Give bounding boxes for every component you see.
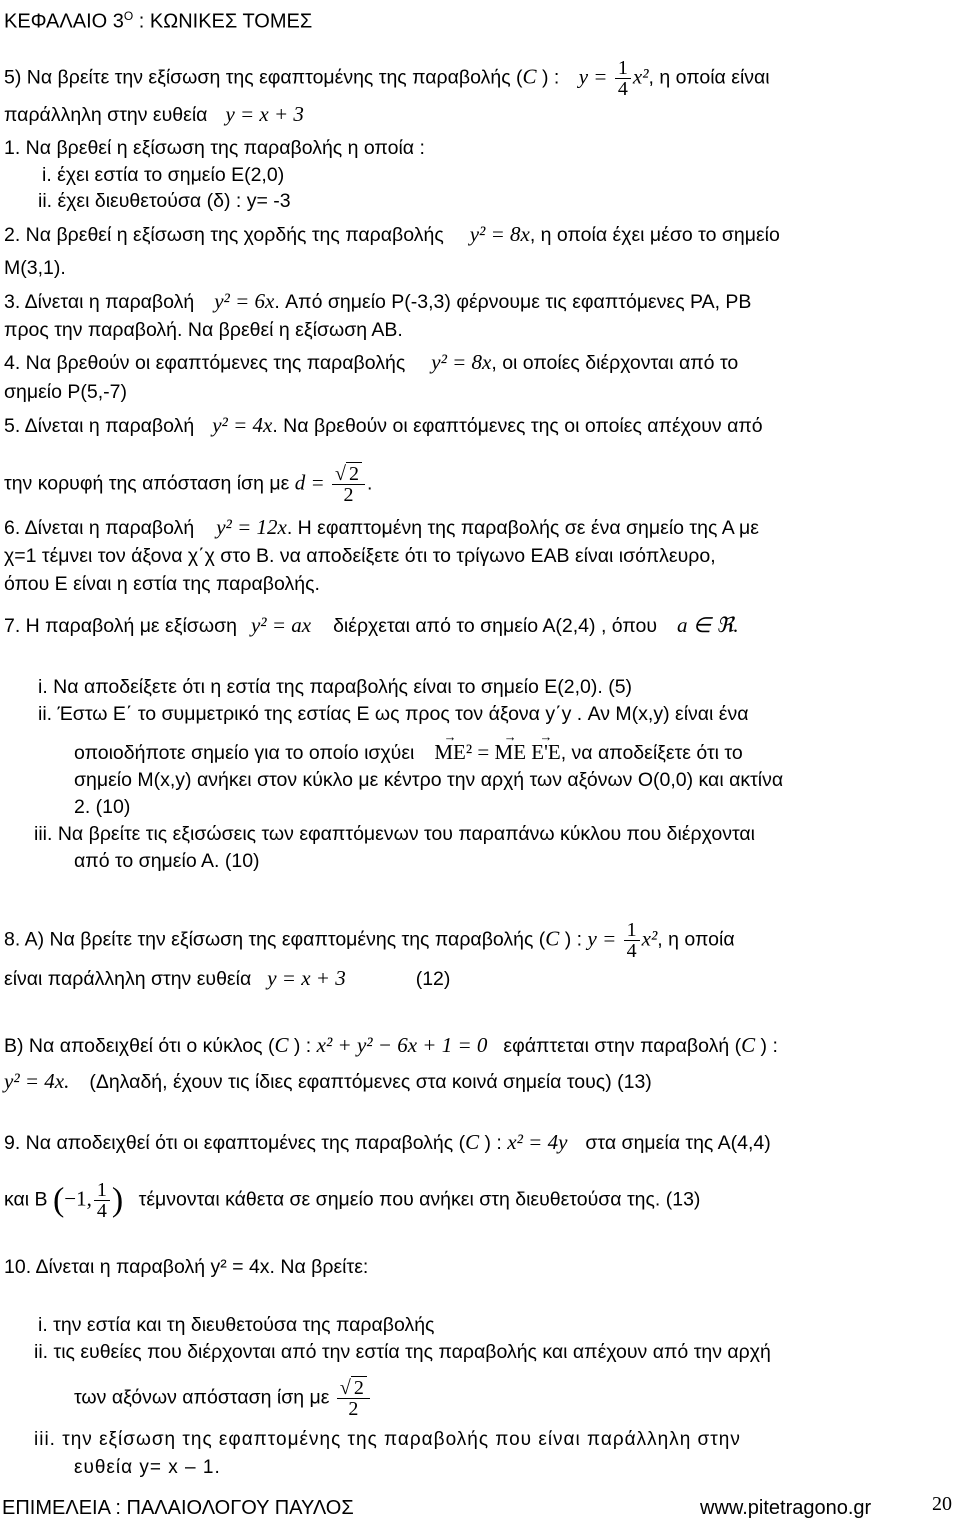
q8-text-c: , η οποία (657, 928, 735, 951)
q3-line2: προς την παραβολή. Να βρεθεί η εξίσωση ΑΒ. (4, 319, 403, 341)
q8-b-text-e: εφάπτεται στην παραβολή ( (503, 1035, 742, 1057)
q2-text-b: , η οποία έχει μέσο το σημείο (529, 224, 780, 246)
q7-item-ii-l1: ii. Έστω Ε΄ το συμμετρικό της εστίας Ε ως προς τον άξονα y΄y . Αν Μ(x,y) είναι ένα (38, 703, 749, 725)
q9-frac-num: 1 (94, 1180, 110, 1201)
q6-text-b: . Η εφαπτομένη της παραβολής σε ένα σημείο της Α με (286, 517, 759, 539)
q7-eq-mid: ² = (465, 740, 495, 764)
q9-line2 (4, 1180, 700, 1221)
q7-ii-text-b: , να αποδείξετε ότι το (560, 742, 743, 764)
q3-eq: y² = 6x (214, 289, 275, 313)
q9-paren-close: ) (111, 1181, 124, 1219)
q10-ii-text: των αξόνων απόσταση ίση με (74, 1386, 330, 1409)
footer-author: ΕΠΙΜΕΛΕΙΑ : ΠΑΛΑΙΟΛΟΓΟΥ ΠΑΥΛΟΣ (2, 1497, 354, 1519)
q7-line1 (4, 613, 739, 638)
p5-line2 (4, 102, 304, 127)
q10-item-iii-l1: iii. την εξίσωση της εφαπτομένης της παραβολής που είναι παράλληλη στην (34, 1429, 741, 1450)
p5-curve: C (522, 64, 537, 89)
q7-vec-ee: → E'E (531, 740, 560, 764)
q8-line1 (4, 920, 735, 961)
q8-frac-num: 1 (624, 920, 640, 941)
q6-eq: y² = 12x (216, 515, 287, 539)
q4-text: 4. Να βρεθούν οι εφαπτόμενες της παραβολής (4, 352, 406, 374)
q3-text-b: . Από σημείο Ρ(-3,3) φέρνουμε τις εφαπτόμενες ΡΑ, ΡΒ (274, 291, 752, 313)
q9-eq: x² = 4y (507, 1130, 568, 1154)
q7-item-i: i. Να αποδείξετε ότι η εστία της παραβολής είναι το σημείο Ε(2,0). (5) (38, 676, 633, 698)
q10-sqrt: √ 2 (337, 1378, 370, 1399)
p5-frac-num: 1 (615, 58, 631, 79)
q9-curve: C (465, 1130, 480, 1154)
q7-ii-text: οποιοδήποτε σημείο για το οποίο ισχύει (74, 742, 415, 764)
page-footer (2, 1492, 960, 1522)
q7-vec-me: → ME (434, 740, 466, 764)
q8-b-curve: C (274, 1033, 289, 1057)
q7-item-ii-l2 (74, 740, 743, 765)
q7-text-b: διέρχεται από το σημείο Α(2,4) , όπου (333, 615, 658, 637)
q3-text: 3. Δίνεται η παραβολή (4, 291, 195, 313)
q10-item-ii-l2 (74, 1378, 372, 1419)
q9-text-c: στα σημεία της Α(4,4) (585, 1132, 771, 1154)
p5-eq-y: y = (578, 64, 608, 89)
q8-b-eq2: y² = 4x. (4, 1069, 70, 1093)
q10-den: 2 (348, 1398, 359, 1420)
q6-text: 6. Δίνεται η παραβολή (4, 517, 195, 539)
q5-line1 (4, 413, 763, 438)
q8-b-eq: x² + y² − 6x + 1 = 0 (316, 1033, 488, 1057)
q9-line1 (4, 1130, 771, 1155)
q1-item-i: i. έχει εστία το σημείο Ε(2,0) (42, 164, 285, 186)
p5-text: 5) Να βρείτε την εξίσωση της εφαπτομένης της παραβολής ( (4, 66, 523, 89)
q5-sqrt-fraction (332, 464, 365, 505)
p5-fraction (615, 58, 631, 99)
q10-sqrt-fraction (337, 1378, 370, 1419)
p5-text-b: ) : (541, 66, 560, 89)
q8-b-text-g: ) : (760, 1035, 778, 1057)
q8-line2-text: είναι παράλληλη στην ευθεία (4, 968, 252, 990)
q7-text: 7. Η παραβολή με εξίσωση (4, 615, 237, 637)
q8-b-line1 (4, 1033, 778, 1058)
q10-rad: 2 (351, 1376, 367, 1399)
q6-line3: όπου Ε είναι η εστία της παραβολής. (4, 573, 320, 595)
q8-text: 8. Α) Να βρείτε την εξίσωση της εφαπτομένης της παραβολής ( (4, 928, 546, 951)
q7-vec-me2: → ME (495, 740, 527, 764)
q3-line1 (4, 289, 751, 314)
q8-b-text-d: ) : (293, 1035, 312, 1057)
q7-text-c: a ∈ ℜ. (677, 613, 739, 637)
q10-item-i: i. την εστία και τη διευθετούσα της παραβολής (38, 1314, 435, 1336)
q9-fraction (94, 1180, 110, 1221)
q6-line1 (4, 515, 759, 540)
q8-b-text: Β) Να αποδειχθεί ότι ο κύκλος ( (4, 1035, 275, 1057)
q8-b-text2: (Δηλαδή, έχουν τις ίδιες εφαπτόμενες στα κοινά σημεία τους) (13) (89, 1071, 652, 1093)
q5-eq: y² = 4x (212, 413, 273, 437)
q5-line2: την κορυφή της απόσταση ίση με d = $\frac{√ 2}{2}$ . (4, 463, 373, 506)
p5-frac-den: 4 (617, 78, 628, 100)
q4-eq: y² = 8x (431, 350, 492, 374)
q4-line1 (4, 350, 738, 375)
q5-text: 5. Δίνεται η παραβολή (4, 415, 195, 437)
q6-line2: χ=1 τέμνει τον άξονα χ΄χ στο Β. να αποδείξετε ότι το τρίγωνο ΕΑΒ είναι ισόπλευρο, (4, 545, 716, 567)
q5-text2: την κορυφή της απόσταση ίση με (4, 472, 290, 495)
q9-text-b: ) : (484, 1132, 502, 1154)
q8-eq-y: y = (587, 926, 617, 951)
q5-text-b: . Να βρεθούν οι εφαπτόμενες της οι οποίες απέχουν από (272, 415, 763, 437)
footer-page-number: 20 (932, 1493, 952, 1515)
q9-line2-text-b: τέμνονται κάθετα σε σημείο που ανήκει στη διευθετούσα της. (13) (138, 1188, 701, 1211)
q9-line2-text: και Β (4, 1188, 48, 1211)
q7-item-iii-l1: iii. Να βρείτε τις εξισώσεις των εφαπτόμενων του παραπάνω κύκλου που διέρχονται (34, 823, 755, 845)
p5-eq-x: x² (632, 64, 649, 89)
header-title: ΚΕΦΑΛΑΙΟ 3 (4, 10, 124, 33)
p5-line1 (4, 58, 770, 99)
p5-text-c: , η οποία είναι (648, 66, 770, 89)
footer-site[interactable]: www.pitetragono.gr (700, 1497, 872, 1519)
header-title-rest: : ΚΩΝΙΚΕΣ ΤΟΜΕΣ (133, 10, 313, 33)
q8-fraction (624, 920, 640, 961)
page-header (4, 4, 312, 34)
q8-eq-x: x² (641, 926, 658, 951)
q10-line1: 10. Δίνεται η παραβολή y² = 4x. Να βρείτε: (4, 1256, 369, 1278)
q2-eq: y² = 8x (469, 222, 530, 246)
q10-item-ii-l1: ii. τις ευθείες που διέρχονται από την εστία της παραβολής και απέχουν από την αρχή (34, 1341, 771, 1363)
q4-text-b: , οι οποίες διέρχονται από το (491, 352, 739, 374)
p5-line2-eq: y = x + 3 (225, 102, 304, 126)
header-sup: Ο (123, 9, 134, 23)
q8-curve: C (545, 926, 560, 951)
q1-item-ii: ii. έχει διευθετούσα (δ) : y= -3 (38, 190, 291, 212)
q1-line: 1. Να βρεθεί η εξίσωση της παραβολής η οποία : (4, 137, 425, 159)
q8-b-curve2: C (741, 1033, 756, 1057)
q5-den: 2 (343, 484, 354, 506)
q8-line2-eq: y = x + 3 (267, 966, 346, 990)
q5-rad: 2 (346, 462, 362, 485)
q7-item-ii-l4: 2. (10) (74, 796, 131, 818)
q7-item-ii-l3: σημείο Μ(x,y) ανήκει στον κύκλο με κέντρο την αρχή των αξόνων Ο(0,0) και ακτίνα (74, 769, 784, 791)
q8-frac-den: 4 (626, 940, 637, 962)
q8-line2 (4, 966, 450, 991)
q9-frac-den: 4 (96, 1200, 107, 1222)
q4-line2: σημείο Ρ(5,-7) (4, 381, 127, 403)
q5-d: d = (294, 470, 325, 495)
q2-line2: Μ(3,1). (4, 257, 66, 279)
q2-line1 (4, 222, 780, 247)
q8-b-line2 (4, 1069, 652, 1094)
q7-eq: y² = ax (250, 613, 312, 637)
q5-sqrt: √ 2 (332, 464, 365, 485)
q9-point: −1, (64, 1186, 92, 1211)
q8-line2-points: (12) (415, 968, 451, 990)
q7-item-iii-l2: από το σημείο Α. (10) (74, 850, 260, 872)
q2-text: 2. Να βρεθεί η εξίσωση της χορδής της παραβολής (4, 224, 444, 246)
q9-paren-open: ( (52, 1181, 65, 1219)
p5-line2-text: παράλληλη στην ευθεία (4, 104, 208, 126)
q8-text-b: ) : (564, 928, 583, 951)
q10-item-iii-l2: ευθεία y= x – 1. (74, 1457, 221, 1478)
q9-text: 9. Να αποδειχθεί ότι οι εφαπτομένες της παραβολής ( (4, 1132, 466, 1154)
